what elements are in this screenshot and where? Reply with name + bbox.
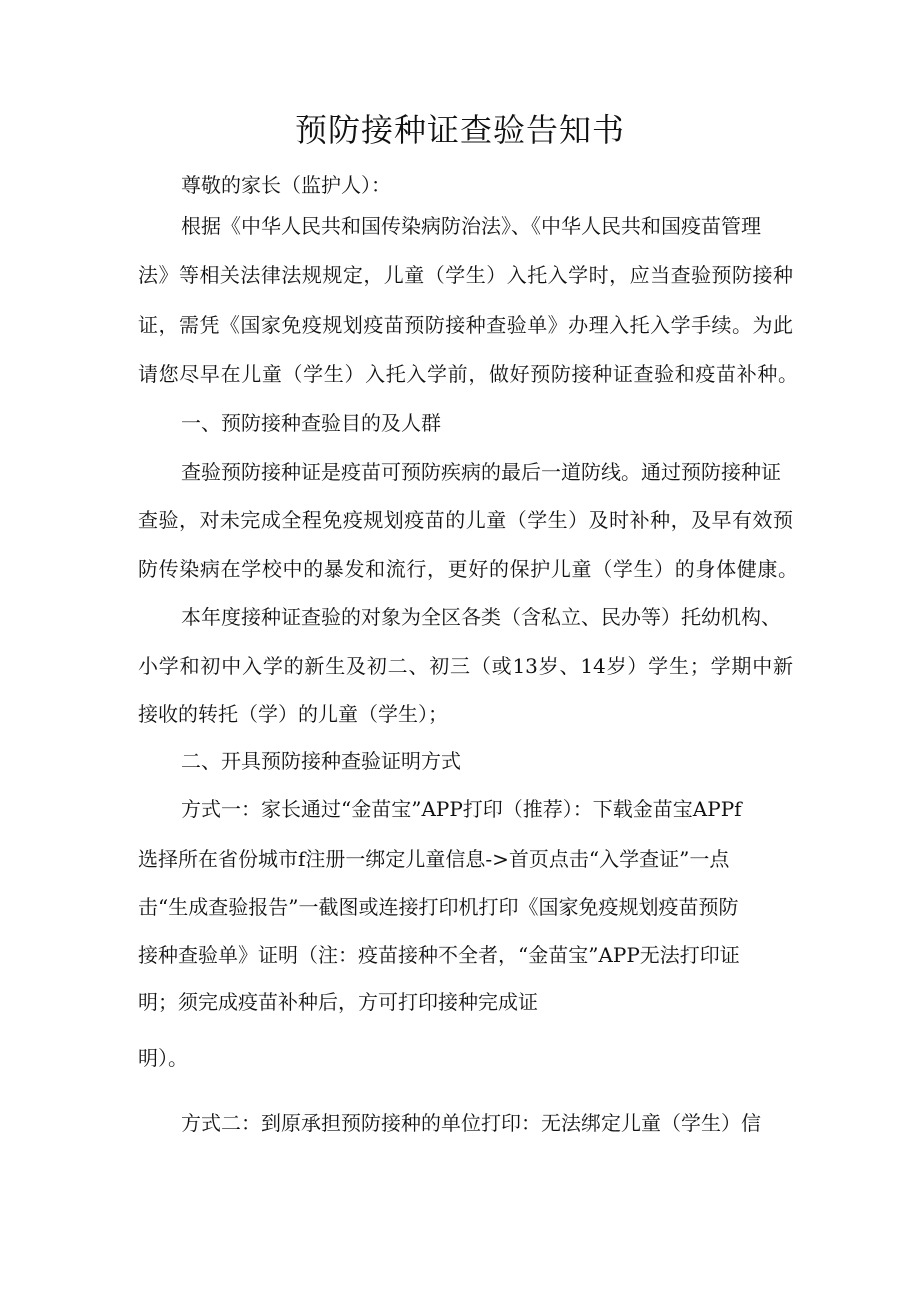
method-1-line-5: 明；须完成疫苗补种后，方可打印接种完成证: [138, 990, 538, 1014]
document-title: 预防接种证查验告知书: [294, 111, 625, 149]
section-1-paragraph-1-line-3: 防传染病在学校中的暴发和流行，更好的保护儿童（学生）的身体健康。: [138, 557, 798, 581]
intro-line-1: 根据《中华人民共和国传染病防治法》、《中华人民共和国疫苗管理: [181, 214, 761, 238]
intro-line-2: 法》等相关法律法规规定，儿童（学生）入托入学时，应当查验预防接种: [138, 263, 793, 287]
method-1-line-1: 方式一：家长通过“金苗宝”APP打印（推荐）：下载金苗宝APPf: [181, 797, 742, 821]
method-1-line-4: 接种查验单》证明（注：疫苗接种不全者，“金苗宝”APP无法打印证: [138, 943, 740, 967]
section-2-heading: 二、开具预防接种查验证明方式: [181, 749, 461, 773]
salutation: 尊敬的家长（监护人）：: [181, 173, 391, 197]
section-1-paragraph-2-line-1: 本年度接种证查验的对象为全区各类（含私立、民办等）托幼机构、: [181, 605, 781, 629]
method-2-line-1: 方式二：到原承担预防接种的单位打印：无法绑定儿童（学生）信: [181, 1111, 761, 1135]
intro-line-4: 请您尽早在儿童（学生）入托入学前，做好预防接种证查验和疫苗补种。: [138, 362, 798, 386]
intro-line-3: 证，需凭《国家免疫规划疫苗预防接种查验单》办理入托入学手续。为此: [138, 313, 793, 337]
section-1-paragraph-1-line-1: 查验预防接种证是疫苗可预防疾病的最后一道防线。通过预防接种证: [181, 460, 781, 484]
method-1-line-6: 明）。: [138, 1046, 188, 1070]
section-1-paragraph-1-line-2: 查验，对未完成全程免疫规划疫苗的儿童（学生）及时补种，及早有效预: [138, 508, 793, 532]
section-1-paragraph-2-line-2: 小学和初中入学的新生及初二、初三（或13岁、14岁）学生；学期中新: [138, 654, 793, 678]
section-1-paragraph-2-line-3: 接收的转托（学）的儿童（学生）；: [138, 702, 448, 726]
method-1-line-2: 选择所在省份城市f注册一绑定儿童信息->首页点击“入学查证”一点: [138, 847, 730, 871]
section-1-heading: 一、预防接种查验目的及人群: [181, 411, 441, 435]
method-1-line-3: 击“生成查验报告”一截图或连接打印机打印《国家免疫规划疫苗预防: [138, 895, 739, 919]
